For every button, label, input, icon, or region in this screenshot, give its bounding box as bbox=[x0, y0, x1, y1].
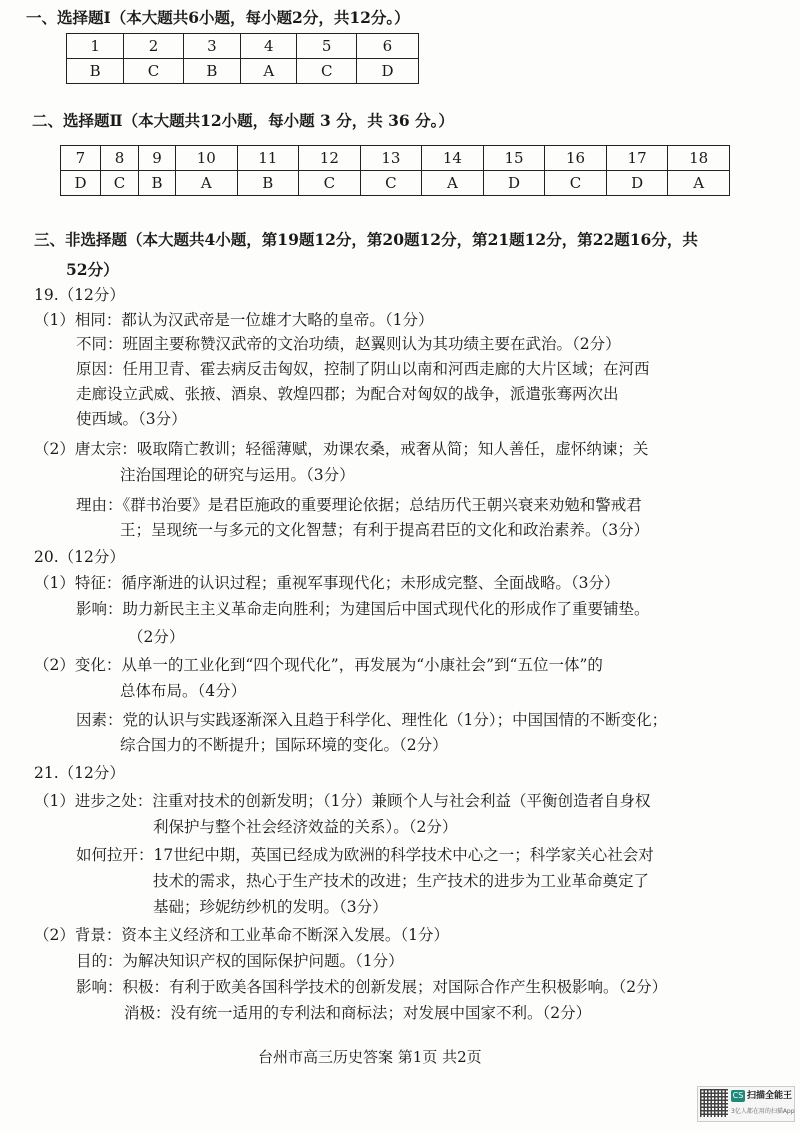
question-20-heading: 20.（12分） bbox=[34, 548, 125, 566]
answer-cell: A bbox=[241, 59, 297, 84]
answer-line: 原因：任用卫青、霍去病反击匈奴，控制了阴山以南和河西走廊的大片区域；在河西 bbox=[76, 360, 650, 378]
answer-line: 如何拉开：17世纪中期，英国已经成为欧洲的科学技术中心之一；科学家关心社会对 bbox=[76, 846, 654, 864]
answer-line: 技术的需求，热心于生产技术的改进；生产技术的进步为工业革命奠定了 bbox=[153, 872, 650, 890]
question-number-cell: 2 bbox=[124, 34, 183, 59]
answer-table-2-answer-row bbox=[61, 171, 730, 196]
answer-line: （2分） bbox=[128, 628, 185, 646]
answer-cell: C bbox=[297, 59, 356, 84]
answer-cell: A bbox=[422, 171, 484, 196]
question-number-cell: 1 bbox=[67, 34, 124, 59]
answer-line: 消极：没有统一适用的专利法和商标法；对发展中国家不利。（2分） bbox=[124, 1004, 592, 1022]
question-number-cell: 10 bbox=[175, 146, 237, 171]
answer-line: 影响：积极：有利于欧美各国科学技术的创新发展；对国际合作产生积极影响。（2分） bbox=[76, 978, 668, 996]
question-number-cell: 16 bbox=[545, 146, 607, 171]
answer-line: （2）背景：资本主义经济和工业革命不断深入发展。（1分） bbox=[34, 926, 449, 944]
question-21-heading: 21.（12分） bbox=[34, 764, 125, 782]
answer-line: 王；呈现统一与多元的文化智慧；有利于提高君臣的文化和政治素养。（3分） bbox=[120, 521, 650, 539]
qr-code-icon bbox=[700, 1089, 728, 1117]
answer-table-2-number-row bbox=[61, 146, 730, 171]
scanner-app-tagline: 3亿人都在用的扫描App bbox=[731, 1108, 795, 1115]
question-number-cell: 7 bbox=[61, 146, 101, 171]
question-number-cell: 13 bbox=[360, 146, 422, 171]
page-footer: 台州市高三历史答案 第1页 共2页 bbox=[258, 1048, 482, 1066]
answer-cell: C bbox=[124, 59, 183, 84]
answer-line: 因素：党的认识与实践逐渐深入且趋于科学化、理性化（1分）；中国国情的不断变化； bbox=[76, 711, 668, 729]
answer-line: 总体布局。（4分） bbox=[120, 682, 247, 700]
section-3-title-line-2: 52分） bbox=[66, 260, 119, 279]
question-number-cell: 12 bbox=[299, 146, 361, 171]
question-number-cell: 8 bbox=[100, 146, 138, 171]
answer-cell: B bbox=[237, 171, 299, 196]
answer-line: 使西域。（3分） bbox=[76, 410, 187, 428]
scanner-badge-icon: CS bbox=[732, 1091, 744, 1100]
answer-line: 不同：班固主要称赞汉武帝的文治功绩，赵翼则认为其功绩主要在武治。（2分） bbox=[76, 335, 621, 353]
answer-cell: A bbox=[175, 171, 237, 196]
answer-cell: D bbox=[356, 59, 418, 84]
answer-cell: C bbox=[360, 171, 422, 196]
answer-cell: B bbox=[139, 171, 176, 196]
answer-line: （1）进步之处：注重对技术的创新发明；（1分）兼顾个人与社会利益（平衡创造者自身权 bbox=[34, 792, 651, 810]
question-number-cell: 15 bbox=[483, 146, 545, 171]
answer-line: 基础；珍妮纺纱机的发明。（3分） bbox=[153, 898, 388, 916]
question-number-cell: 3 bbox=[183, 34, 240, 59]
answer-line: （1）特征：循序渐进的认识过程；重视军事现代化；未形成完整、全面战略。（3分） bbox=[34, 574, 620, 592]
answer-table-1-number-row bbox=[67, 34, 419, 59]
question-number-cell: 4 bbox=[241, 34, 297, 59]
section-1-title: 一、选择题Ⅰ（本大题共6小题，每小题2分，共12分。） bbox=[26, 8, 410, 27]
question-number-cell: 5 bbox=[297, 34, 356, 59]
answer-line: （2）变化：从单一的工业化到“四个现代化”，再发展为“小康社会”到“五位一体”的 bbox=[34, 656, 603, 674]
answer-cell: A bbox=[668, 171, 730, 196]
question-number-cell: 14 bbox=[422, 146, 484, 171]
answer-line: 综合国力的不断提升；国际环境的变化。（2分） bbox=[120, 736, 448, 754]
answer-table-1-answer-row bbox=[67, 59, 419, 84]
scanner-app-name: 扫描全能王 bbox=[747, 1091, 793, 1101]
answer-line: 影响：助力新民主主义革命走向胜利；为建国后中国式现代化的形成作了重要铺垫。 bbox=[76, 600, 650, 618]
answer-line: 注治国理论的研究与运用。（3分） bbox=[120, 466, 355, 484]
answer-cell: D bbox=[61, 171, 101, 196]
answer-cell: B bbox=[183, 59, 240, 84]
section-3-title-line-1: 三、非选择题（本大题共4小题，第19题12分，第20题12分，第21题12分，第22题16分，共 bbox=[34, 230, 698, 249]
answer-line: 理由：《群书治要》是君臣施政的重要理论依据；总结历代王朝兴衰来劝勉和警戒君 bbox=[76, 496, 642, 514]
answer-line: （1）相同：都认为汉武帝是一位雄才大略的皇帝。（1分） bbox=[34, 311, 434, 329]
answer-table-1 bbox=[66, 33, 419, 84]
answer-line: 利保护与整个社会经济效益的关系）。（2分） bbox=[153, 818, 458, 836]
answer-line: （2）唐太宗：吸取隋亡教训；轻徭薄赋，劝课农桑，戒奢从简；知人善任，虚怀纳谏；关 bbox=[34, 440, 649, 458]
question-number-cell: 18 bbox=[668, 146, 730, 171]
answer-line: 走廊设立武威、张掖、酒泉、敦煌四郡；为配合对匈奴的战争，派遣张骞两次出 bbox=[76, 385, 619, 403]
question-number-cell: 6 bbox=[356, 34, 418, 59]
answer-cell: C bbox=[100, 171, 138, 196]
answer-cell: C bbox=[299, 171, 361, 196]
answer-table-2 bbox=[60, 145, 730, 196]
answer-cell: D bbox=[606, 171, 668, 196]
section-2-title: 二、选择题Ⅱ（本大题共12小题，每小题 3 分，共 36 分。） bbox=[32, 111, 454, 130]
question-number-cell: 9 bbox=[139, 146, 176, 171]
question-number-cell: 17 bbox=[606, 146, 668, 171]
question-19-heading: 19.（12分） bbox=[34, 286, 125, 304]
answer-line: 目的：为解决知识产权的国际保护问题。（1分） bbox=[76, 952, 404, 970]
answer-cell: C bbox=[545, 171, 607, 196]
question-number-cell: 11 bbox=[237, 146, 299, 171]
answer-cell: B bbox=[67, 59, 124, 84]
answer-cell: D bbox=[483, 171, 545, 196]
